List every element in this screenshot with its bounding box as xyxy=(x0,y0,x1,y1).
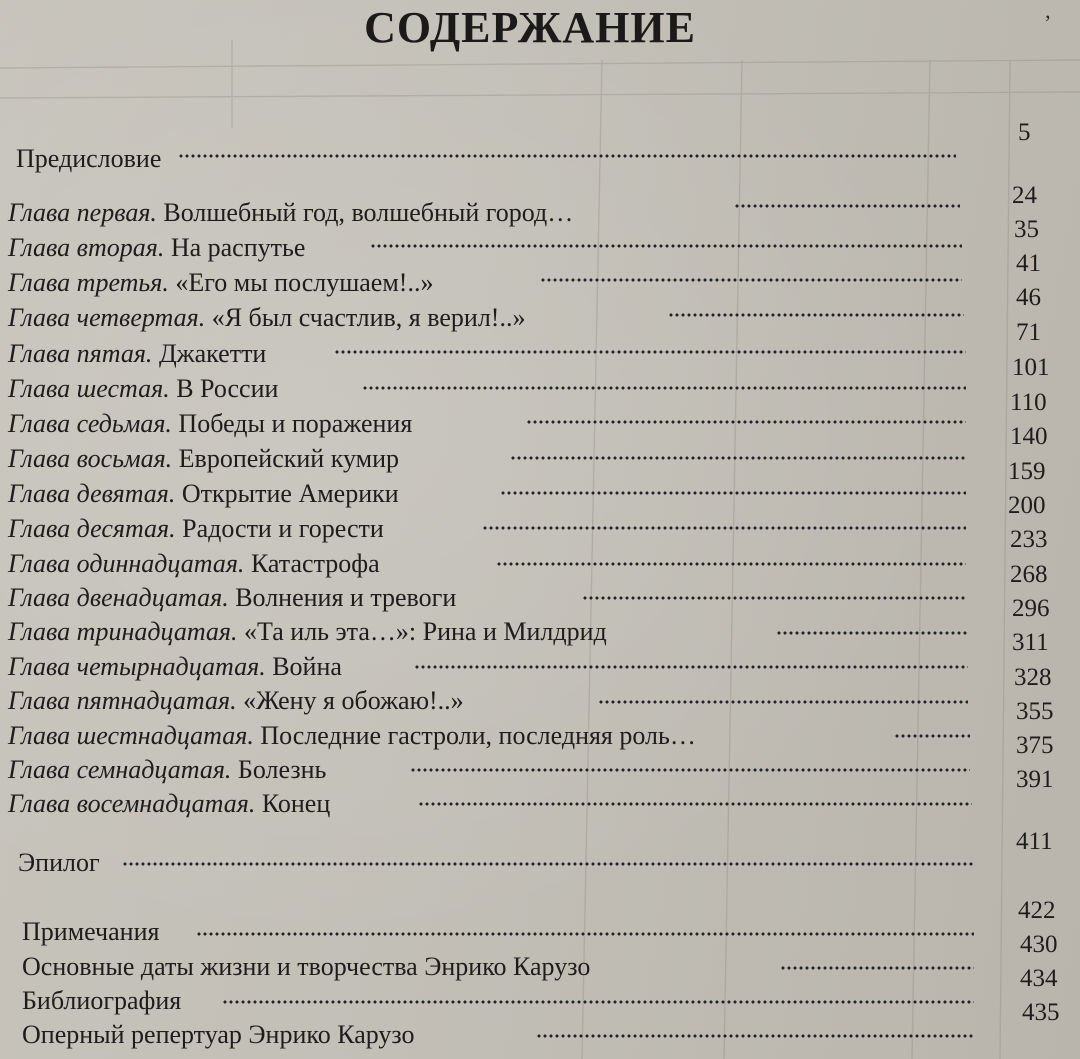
chapter-title: Волшебный год, волшебный город… xyxy=(163,198,574,227)
toc-entry-label: Библиография xyxy=(22,986,182,1015)
dot-leader xyxy=(540,278,962,282)
page-number: 101 xyxy=(1012,354,1050,381)
toc-entry-chapter-4 xyxy=(8,301,525,335)
page-number: 24 xyxy=(1012,182,1037,209)
page-number: 391 xyxy=(1016,766,1054,793)
toc-entry-chapter-6 xyxy=(8,372,278,406)
toc-entry-label: Предисловие xyxy=(16,144,162,173)
chapter-title: Победы и поражения xyxy=(178,409,413,438)
page-title: СОДЕРЖАНИЕ xyxy=(364,3,696,52)
dot-leader xyxy=(496,562,966,566)
page-number: 411 xyxy=(1016,828,1053,855)
toc-entry-repertoire xyxy=(22,1018,415,1052)
chapter-title: Конец xyxy=(261,789,331,818)
page-number: 328 xyxy=(1014,664,1052,691)
dot-leader xyxy=(410,768,970,772)
toc-entry-chapter-15 xyxy=(8,684,464,718)
chapter-number: Глава седьмая. xyxy=(8,409,172,438)
toc-entry-label: Эпилог xyxy=(18,848,100,877)
toc-entry-chapter-8 xyxy=(8,442,399,476)
chapter-number: Глава одиннадцатая. xyxy=(8,549,245,578)
toc-entry-label: Оперный репертуар Энрико Карузо xyxy=(22,1020,415,1049)
dot-leader xyxy=(414,665,968,669)
corner-mark: ’ xyxy=(1044,10,1052,35)
dot-leader xyxy=(734,204,960,208)
toc-entry-chapter-12 xyxy=(8,581,456,615)
toc-entry-chapter-1 xyxy=(8,196,573,230)
page-number: 41 xyxy=(1016,250,1041,277)
chapter-title: Открытие Америки xyxy=(181,479,399,508)
dot-leader xyxy=(334,350,966,354)
toc-entry-chapter-7 xyxy=(8,407,412,441)
dot-leader xyxy=(780,966,974,970)
page-number: 159 xyxy=(1008,458,1046,485)
toc-entry-notes xyxy=(22,915,159,949)
chapter-number: Глава пятнадцатая. xyxy=(8,686,237,715)
dot-leader xyxy=(500,491,966,495)
dot-leader xyxy=(510,456,966,460)
toc-entry-chapter-14 xyxy=(8,650,342,684)
chapter-number: Глава вторая. xyxy=(8,233,165,262)
dot-leader xyxy=(582,596,966,600)
chapter-number: Глава семнадцатая. xyxy=(8,755,232,784)
chapter-title: «Я был счастлив, я верил!..» xyxy=(211,303,526,332)
page-number: 71 xyxy=(1016,319,1041,346)
dot-leader xyxy=(178,154,956,158)
page-number: 268 xyxy=(1010,561,1048,588)
page-number: 35 xyxy=(1014,216,1039,243)
chapter-number: Глава четырнадцатая. xyxy=(8,652,266,681)
dot-leader xyxy=(598,700,968,704)
page-number: 375 xyxy=(1016,732,1054,759)
dot-leader xyxy=(370,244,962,248)
toc-entry-chapter-18 xyxy=(8,787,330,821)
toc-entry-chapter-5 xyxy=(8,337,266,371)
dot-leader xyxy=(536,1034,974,1038)
chapter-title: Джакетти xyxy=(158,339,267,368)
page-number: 434 xyxy=(1020,965,1058,992)
dot-leader xyxy=(668,313,964,317)
page-number: 422 xyxy=(1018,897,1056,924)
page-number: 233 xyxy=(1010,526,1048,553)
toc-entry-chapter-17 xyxy=(8,753,326,787)
dot-leader xyxy=(776,631,968,635)
page-number: 311 xyxy=(1012,629,1049,656)
dot-leader xyxy=(894,734,970,738)
toc-entry-bibliography xyxy=(22,984,181,1018)
chapter-title: Радости и горести xyxy=(182,514,384,543)
chapter-title: «Его мы послушаем!..» xyxy=(175,268,434,297)
toc-entry-chapter-3 xyxy=(8,266,433,300)
page-number: 5 xyxy=(1018,119,1031,146)
toc-entry-label: Основные даты жизни и творчества Энрико Карузо xyxy=(22,952,591,981)
toc-entry-chapter-13 xyxy=(8,615,607,649)
chapter-number: Глава четвертая. xyxy=(8,303,206,332)
dot-leader xyxy=(526,420,966,424)
chapter-title: Европейский кумир xyxy=(178,444,399,473)
chapter-title: Болезнь xyxy=(237,755,327,784)
chapter-number: Глава восемнадцатая. xyxy=(8,789,256,818)
chapter-number: Глава первая. xyxy=(8,198,157,227)
chapter-number: Глава тринадцатая. xyxy=(8,617,238,646)
toc-entry-preface xyxy=(16,142,161,176)
chapter-title: Последние гастроли, последняя роль… xyxy=(260,721,696,750)
toc-entry-label: Примечания xyxy=(22,917,160,946)
chapter-number: Глава шестнадцатая. xyxy=(8,721,254,750)
toc-entry-dates xyxy=(22,950,590,984)
chapter-title: «Та иль эта…»: Рина и Милдрид xyxy=(244,617,607,646)
dot-leader xyxy=(482,526,966,530)
page-number: 200 xyxy=(1008,492,1046,519)
toc-entry-epilogue xyxy=(18,846,100,880)
page-number: 355 xyxy=(1016,698,1054,725)
dot-leader xyxy=(222,1000,974,1004)
dot-leader xyxy=(418,802,972,806)
toc-entry-chapter-9 xyxy=(8,477,399,511)
chapter-number: Глава пятая. xyxy=(8,339,153,368)
page-number: 140 xyxy=(1010,423,1048,450)
dot-leader xyxy=(362,386,966,390)
toc-entry-chapter-16 xyxy=(8,719,696,753)
chapter-number: Глава десятая. xyxy=(8,514,176,543)
page-number: 46 xyxy=(1016,284,1041,311)
page-number: 435 xyxy=(1022,999,1060,1026)
dot-leader xyxy=(196,932,974,936)
toc-entry-chapter-2 xyxy=(8,231,305,265)
page-number: 110 xyxy=(1010,389,1047,416)
chapter-title: На распутье xyxy=(170,233,306,262)
toc-entry-chapter-11 xyxy=(8,547,380,581)
chapter-title: Война xyxy=(272,652,342,681)
chapter-number: Глава двенадцатая. xyxy=(8,583,229,612)
page-number: 296 xyxy=(1012,595,1050,622)
chapter-number: Глава восьмая. xyxy=(8,444,173,473)
chapter-title: «Жену я обожаю!..» xyxy=(243,686,464,715)
chapter-number: Глава девятая. xyxy=(8,479,176,508)
toc-entry-chapter-10 xyxy=(8,512,384,546)
chapter-number: Глава шестая. xyxy=(8,374,170,403)
chapter-number: Глава третья. xyxy=(8,268,169,297)
chapter-title: Волнения и тревоги xyxy=(235,583,457,612)
page-number: 430 xyxy=(1020,931,1058,958)
chapter-title: В России xyxy=(176,374,279,403)
dot-leader xyxy=(122,862,974,866)
chapter-title: Катастрофа xyxy=(250,549,380,578)
